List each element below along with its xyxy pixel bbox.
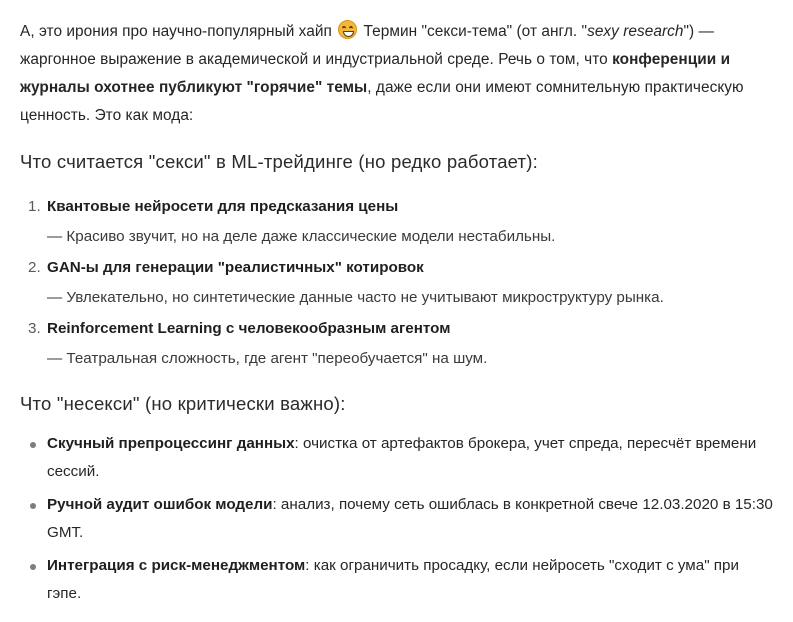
bullet-dot-icon: [30, 503, 36, 509]
bullet-dot-icon: [30, 564, 36, 570]
list-item: [28, 192, 768, 252]
list-item: [28, 314, 768, 374]
list-item-text: : очистка от артефактов брокера, учет спреда, пересчёт времени сессий.: [47, 435, 757, 480]
intro-text-4: , даже если они имеют сомнительную практическую ценность. Это как мода:: [20, 79, 744, 124]
list-number: 2.: [28, 259, 41, 276]
list-number: 1.: [28, 198, 41, 215]
intro-bold-statement: конференции и журналы охотнее публикуют "горячие" темы: [20, 51, 731, 96]
sexy-topics-list: [28, 192, 768, 375]
intro-text-1: А, это ирония про научно-популярный хайп: [20, 23, 332, 40]
unsexy-topics-list: [28, 430, 773, 613]
grinning-squinting-face-icon: [338, 20, 357, 39]
list-item-title: Интеграция с риск-менеджментом: [47, 557, 306, 574]
list-item: [28, 253, 768, 313]
intro-paragraph: [20, 18, 775, 130]
list-number: 3.: [28, 320, 41, 337]
list-item: [28, 430, 773, 486]
list-item-title: Reinforcement Learning с человекообразным агентом: [47, 320, 451, 337]
list-item: [28, 552, 773, 608]
list-item-description: — Театральная сложность, где агент "переобучается" на шум.: [47, 350, 488, 367]
list-item-title: Ручной аудит ошибок модели: [47, 496, 273, 513]
list-item-title: Скучный препроцессинг данных: [47, 435, 295, 452]
list-item: [28, 491, 773, 547]
list-item-title: GAN-ы для генерации "реалистичных" котировок: [47, 259, 424, 276]
intro-text-3: ") — жаргонное выражение в академической и индустриальной среде. Речь о том, что: [20, 23, 714, 68]
list-item-text: : анализ, почему сеть ошиблась в конкретной свече 12.03.2020 в 15:30 GMT.: [47, 496, 773, 541]
heading-unsexy-important: Что "несекси" (но критически важно):: [20, 393, 346, 414]
bullet-dot-icon: [30, 442, 36, 448]
list-item-description: — Увлекательно, но синтетические данные часто не учитывают микроструктуру рынка.: [47, 289, 664, 306]
list-item-description: — Красиво звучит, но на деле даже классические модели нестабильны.: [47, 228, 556, 245]
intro-term-sexy-research: sexy research: [587, 23, 684, 40]
list-item-text: : как ограничить просадку, если нейросеть "сходит с ума" при гэпе.: [47, 557, 739, 602]
heading-sexy-ml-trading: Что считается "секси" в ML-трейдинге (но редко работает):: [20, 151, 538, 172]
list-item-title: Квантовые нейросети для предсказания цены: [47, 198, 399, 215]
intro-text-2: Термин "секси-тема" (от англ. ": [359, 23, 588, 40]
